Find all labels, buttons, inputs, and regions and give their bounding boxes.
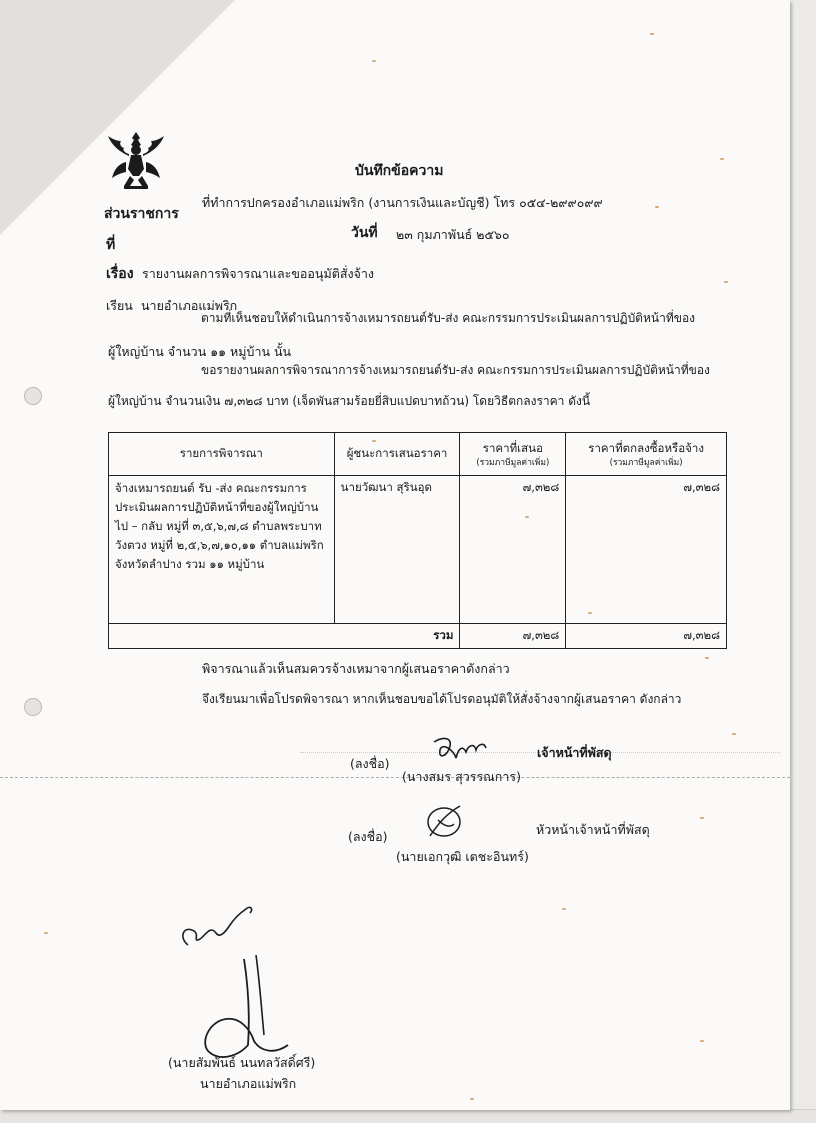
paragraph-2-line-2: ผู้ใหญ่บ้าน จำนวนเงิน ๗,๓๒๘ บาท (เจ็ดพันสามร้อยยี่สิบแปดบาทถ้วน) โดยวิธีตกลงราคา ดังนี้ [108,394,591,408]
total-label: รวม [109,624,460,649]
paper-speck [525,516,529,518]
paper-speck [562,908,566,910]
paragraph-1-line-2: ผู้ใหญ่บ้าน จำนวน ๑๑ หมู่บ้าน นั้น [108,344,292,359]
table-total-row [109,624,727,649]
folded-corner [0,0,235,235]
paper-speck [700,1040,704,1042]
paper-speck [44,932,48,934]
subject-label: เรื่อง [106,266,134,282]
department-value: ที่ทำการปกครองอำเภอแม่พริก (งานการเงินและบัญชี) โทร ๐๕๔-๒๙๙๐๙๙ [202,195,603,210]
officer-role: เจ้าหน้าที่พัสดุ [537,745,612,760]
paper-speck [650,33,654,35]
paper-speck [372,440,376,442]
header-offer: ราคาที่เสนอ (รวมภาษีมูลค่าเพิ่ม) [460,433,566,476]
fold-line [0,777,790,778]
punch-hole [24,698,42,716]
recipient-label: เรียน [106,298,133,313]
paper-speck [720,158,724,160]
winner-name: นายวัฒนา สุรินอุด [334,476,460,624]
offer-price: ๗,๓๒๘ [460,476,566,624]
head-name: (นายเอกวุฒิ เตชะอินทร์) [396,849,529,864]
agreed-price: ๗,๓๒๘ [566,476,727,624]
paper-speck [470,1098,474,1100]
officer-signature [430,732,490,768]
punch-hole [24,387,42,405]
stacked-page-bottom [0,1109,816,1123]
chief-role: นายอำเภอแม่พริก [200,1076,297,1091]
sign-label-officer: (ลงชื่อ) [350,756,390,771]
paper-speck [724,281,728,283]
department-label: ส่วนราชการ [104,206,179,222]
officer-name: (นางสมร สุวรรณการ) [402,769,521,784]
chief-signature [170,895,340,1075]
paper-speck [588,612,592,614]
memo-title: บันทึกข้อความ [355,163,444,179]
chief-name: (นายสัมพันธ์ นนทลวัสดิ์ศรี) [168,1055,316,1070]
paper-speck [655,206,659,208]
table-header-row [109,433,727,476]
paper-speck [732,733,736,735]
garuda-emblem-icon [104,128,168,192]
paper-speck [372,60,376,62]
stacked-page-edge [789,0,816,1123]
paper-speck [700,817,704,819]
total-agreed: ๗,๓๒๘ [566,624,727,649]
head-role: หัวหน้าเจ้าหน้าที่พัสดุ [536,822,650,837]
date-value: ๒๓ กุมภาพันธ์ ๒๕๖๐ [396,227,510,242]
subject-value: รายงานผลการพิจารณาและขออนุมัติสั่งจ้าง [142,266,374,281]
total-offer: ๗,๓๒๘ [460,624,566,649]
head-signature [420,800,470,846]
header-item: รายการพิจารณา [109,433,335,476]
paragraph-1-line-1: ตามที่เห็นชอบให้ดำเนินการจ้างเหมารถยนต์รับ-ส่ง คณะกรรมการประเมินผลการปฏิบัติหน้าที่ของ [201,311,696,325]
sign-label-head: (ลงชื่อ) [348,829,388,844]
paragraph-2-line-1: ขอรายงานผลการพิจารณาการจ้างเหมารถยนต์รับ-ส่ง คณะกรรมการประเมินผลการปฏิบัติหน้าที่ของ [201,363,710,377]
header-agreed: ราคาที่ตกลงซื้อหรือจ้าง (รวมภาษีมูลค่าเพิ่ม) [566,433,727,476]
paper-speck [705,657,709,659]
closing-line-1: พิจารณาแล้วเห็นสมควรจ้างเหมาจากผู้เสนอราคาดังกล่าว [202,661,510,676]
closing-line-2: จึงเรียนมาเพื่อโปรดพิจารณา หากเห็นชอบขอได้โปรดอนุมัติให้สั่งจ้างจากผู้เสนอราคา ดังกล่าว [202,692,682,706]
procurement-table [108,432,727,649]
item-description: จ้างเหมารถยนต์ รับ -ส่ง คณะกรรมการ ประเมินผลการปฏิบัติหน้าที่ของผู้ใหญ่บ้าน ไป – กลับ หมู่ที่ ๓,๕,๖,๗,๘ ตำบลพระบาท วังตวง หมู่ที่ ๒,๕,๖,๗,๑๐,๑๑ ตำบลแม่พริก จังหวัดลำปาง รวม ๑๑ หมู่บ้าน [109,476,335,624]
reference-label: ที่ [106,237,116,253]
date-label: วันที่ [351,225,378,241]
header-winner: ผู้ชนะการเสนอราคา [334,433,460,476]
recipient-value: นายอำเภอแม่พริก [141,298,238,313]
table-row [109,476,727,624]
